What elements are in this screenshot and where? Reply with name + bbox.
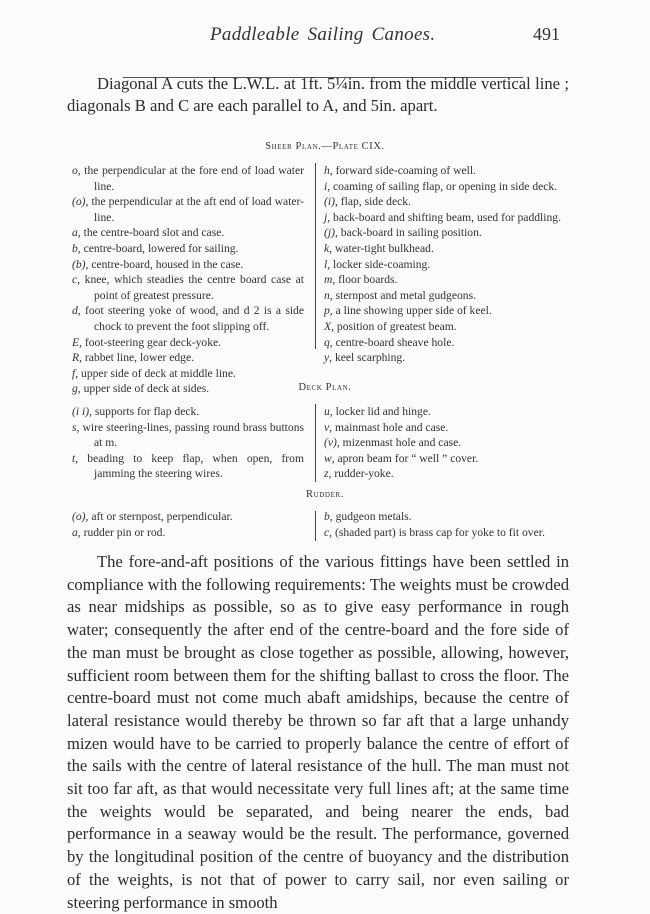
legend-item (72, 451, 304, 482)
legend-item (324, 163, 599, 179)
legend-key: c (324, 525, 330, 539)
legend-key: w (324, 451, 332, 465)
legend-description: , apron beam for “ well ” cover. (331, 451, 479, 465)
page-number: 491 (533, 24, 560, 44)
legend-key: c (72, 273, 78, 287)
legend-key: (o) (72, 510, 86, 523)
legend-item (324, 466, 599, 482)
page-header (68, 18, 568, 48)
legend-description: , back-board and shifting beam, used for paddling. (327, 210, 561, 224)
legend-description: , supports for flap deck. (89, 405, 200, 418)
legend-item (324, 509, 599, 525)
legend-description: , rabbet line, lower edge. (79, 351, 195, 365)
deck-plan-right-column (324, 404, 599, 482)
sheer-plan-right-column (324, 163, 599, 366)
legend-description: , water-tight bulkhead. (329, 241, 434, 255)
legend-key: g (72, 382, 78, 396)
legend-item (324, 210, 599, 226)
legend-key: a (72, 525, 78, 539)
legend-key: (j) (324, 226, 335, 240)
legend-description: , a line showing upper side of keel. (329, 304, 492, 318)
legend-key: f (72, 366, 76, 380)
legend-description: , forward side-coaming of well. (329, 164, 476, 177)
rudder-heading: Rudder. (306, 489, 344, 500)
legend-description: , centre-board, lowered for sailing. (77, 241, 239, 255)
legend-item (72, 509, 304, 525)
legend-description: , centre-board, housed in the case. (85, 257, 244, 271)
legend-item (324, 525, 599, 541)
legend-description: , knee, which steadies the centre board case at point of greatest pressure. (77, 273, 304, 302)
legend-key: (i i) (72, 405, 90, 418)
legend-key: d (72, 304, 78, 318)
legend-item (72, 350, 304, 366)
legend-item (324, 272, 599, 288)
legend-key: u (324, 405, 330, 418)
legend-key: k (324, 241, 330, 255)
legend-item (72, 225, 304, 241)
legend-description: , foot steering yoke of wood, and d 2 is a side chock to prevent the foot slipping off. (77, 304, 304, 333)
legend-item (72, 163, 304, 194)
legend-item (72, 525, 304, 541)
legend-key: X (324, 319, 332, 333)
legend-key: n (324, 288, 330, 302)
intro-paragraph: Diagonal A cuts the L.W.L. at 1ft. 5¼in. from the middle vertical line ; diagonals B and C are each parallel to A, and 5in. apart. (67, 74, 569, 115)
legend-key: j (324, 210, 328, 224)
legend-description: , upper side of deck at sides. (77, 382, 210, 396)
legend-item (72, 241, 304, 257)
legend-description: , wire steering-lines, passing round brass buttons at m. (76, 420, 304, 450)
legend-key: i (324, 179, 328, 193)
column-divider (315, 163, 316, 349)
legend-description: , centre-board sheave hole. (329, 335, 455, 349)
legend-description: , flap, side deck. (334, 195, 411, 209)
legend-key: h (324, 164, 330, 177)
legend-key: (o) (72, 195, 86, 209)
legend-item (324, 179, 599, 195)
legend-key: (i) (324, 195, 335, 209)
legend-item (324, 303, 599, 319)
legend-description: , upper side of deck at middle line. (75, 366, 236, 380)
legend-item (72, 335, 304, 351)
sheer-plan-heading: Sheer Plan.—Plate CIX. (265, 141, 385, 152)
legend-description: , keel scarphing. (329, 351, 406, 365)
legend-description: , floor boards. (332, 273, 398, 287)
legend-description: , the perpendicular at the aft end of load water-line. (85, 195, 304, 224)
legend-key: a (72, 226, 78, 240)
legend-description: , locker lid and hinge. (329, 405, 431, 418)
legend-key: l (324, 257, 328, 271)
legend-description: , rudder pin or rod. (77, 525, 166, 539)
legend-item (324, 257, 599, 273)
legend-key: t (72, 451, 76, 465)
legend-item (324, 335, 599, 351)
legend-key: b (72, 241, 78, 255)
legend-key: s (72, 420, 77, 434)
legend-item (72, 404, 304, 420)
rudder-right-column (324, 509, 599, 540)
legend-description: , mainmast hole and case. (329, 420, 449, 434)
legend-item (324, 420, 599, 436)
legend-key: o (72, 164, 78, 177)
legend-description: , position of greatest beam. (331, 319, 457, 333)
legend-key: (v) (324, 436, 337, 450)
legend-description: , the centre-board slot and case. (77, 226, 225, 240)
legend-description: , gudgeon metals. (329, 510, 412, 523)
legend-item (72, 366, 304, 382)
sheer-plan-left-column (72, 163, 304, 397)
legend-item (72, 194, 304, 225)
column-divider (315, 404, 316, 482)
legend-item (72, 420, 304, 451)
legend-key: v (324, 420, 330, 434)
legend-description: , aft or sternpost, perpendicular. (85, 510, 233, 523)
deck-plan-heading: Deck Plan. (298, 382, 352, 393)
legend-item (324, 451, 599, 467)
deck-plan-left-column (72, 404, 304, 482)
legend-item (72, 257, 304, 273)
legend-description: , coaming of sailing flap, or opening in side deck. (327, 179, 558, 193)
legend-description: , foot-steering gear deck-yoke. (79, 335, 222, 349)
legend-item (324, 350, 599, 366)
running-title: Paddleable Sailing Canoes. (210, 24, 436, 45)
legend-key: R (72, 351, 80, 365)
legend-item (324, 288, 599, 304)
legend-description: , mizenmast hole and case. (336, 436, 462, 450)
legend-key: z (324, 467, 329, 481)
legend-item (324, 404, 599, 420)
legend-key: m (324, 273, 333, 287)
legend-description: , beading to keep flap, when open, from jamming the steering wires. (75, 451, 304, 481)
legend-item (324, 319, 599, 335)
deck-plan-legend (72, 404, 592, 484)
column-divider (315, 511, 316, 541)
legend-key: E (72, 335, 80, 349)
legend-item (72, 272, 304, 303)
legend-key: q (324, 335, 330, 349)
rudder-left-column (72, 509, 304, 540)
legend-description: , sternpost and metal gudgeons. (329, 288, 476, 302)
legend-description: , (shaded part) is brass cap for yoke to fit over. (329, 525, 545, 539)
legend-key: b (324, 510, 330, 523)
legend-item (72, 303, 304, 334)
legend-description: , locker side-coaming. (327, 257, 431, 271)
legend-description: , rudder-yoke. (328, 467, 394, 481)
legend-item (324, 435, 599, 451)
legend-item (324, 241, 599, 257)
legend-item (324, 225, 599, 241)
legend-description: , back-board in sailing position. (334, 226, 482, 240)
body-paragraph: The fore-and-aft positions of the various fittings have been settled in compliance with the following requirements: The weights must be crowded as near midships as possible, so as to give easy performance in rough water; consequently the after end of the centre-board and the fore side of the man must be brought as close together as possible, allowing, however, sufficient room between them for the shifting ballast to cross the floor. The centre-board must not come much abaft amidships, because the centre of lateral resistance would thereby be thrown so far aft that a large unhandy mizen would have to be carried to properly balance the centre of effort of the sails with the centre of lateral resistance of the hull. The man must not sit too far aft, as that would necessitate very full lines aft; at the same time the weights would be separated, and being nearer the ends, bad performance in a seaway would be the result. The performance, governed by the longitudinal position of the centre of buoyancy and the distribution of the weights, is not that of power to carry sail, nor even sailing or steering performance in smooth (67, 552, 569, 912)
legend-item (324, 194, 599, 210)
legend-key: (b) (72, 257, 86, 271)
rudder-legend (72, 509, 592, 543)
legend-key: p (324, 304, 330, 318)
legend-description: , the perpendicular at the fore end of load water line. (77, 164, 304, 193)
legend-key: y (324, 351, 330, 365)
